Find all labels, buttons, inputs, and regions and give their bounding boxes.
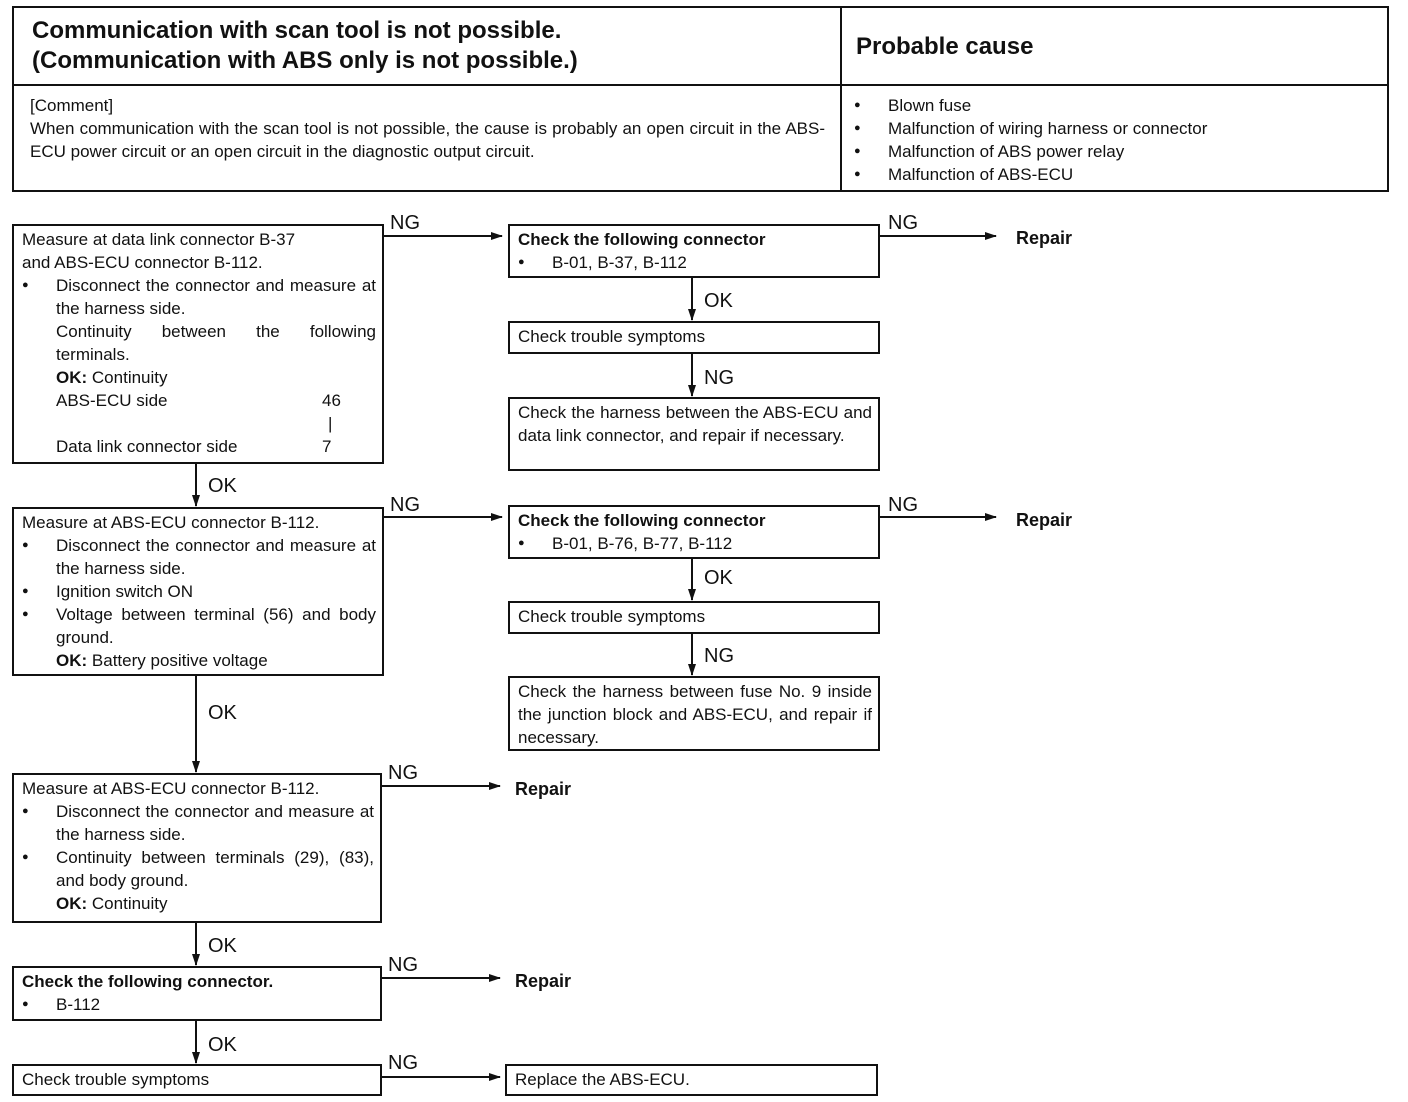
- step1-symptoms-box: [508, 321, 880, 354]
- step2-bullet: ● Voltage between terminal (56) and body ground.: [22, 603, 376, 649]
- step1-harness-box: [508, 397, 880, 471]
- replace-ecu-box: [505, 1064, 878, 1096]
- step2-symptoms-box: [508, 601, 880, 634]
- check-symptoms-text: Check trouble symptoms: [518, 607, 706, 626]
- step2-bullets: [22, 534, 376, 649]
- repair-label: Repair: [1016, 510, 1073, 530]
- step1-bullet: ● Disconnect the connector and measure at the harness side.: [22, 274, 376, 320]
- step1-bullets: [22, 274, 376, 320]
- step2-box: [12, 507, 384, 676]
- header-column-divider: [840, 8, 842, 190]
- connector-list: ● B-112: [22, 993, 374, 1016]
- repair-label: Repair: [515, 971, 572, 991]
- connector-check-title: Check the following connector: [518, 511, 766, 530]
- step3-ok: [22, 892, 374, 915]
- connector-check-title: Check the following connector.: [22, 972, 274, 991]
- cause-item: ● Malfunction of ABS power relay: [854, 140, 1374, 163]
- header-row-divider: [14, 84, 1387, 86]
- conn1-ok-label: OK: [704, 290, 733, 312]
- step5-box: [12, 1064, 382, 1096]
- terminal-separator: |: [328, 414, 333, 433]
- conn2-ng-label: NG: [888, 494, 918, 516]
- step3-ok-label: OK: [208, 935, 237, 957]
- ok-value: Continuity: [91, 368, 168, 387]
- sym1-ng-label: NG: [704, 367, 734, 389]
- step1-ok-label: OK: [208, 475, 237, 497]
- cause-item: ● Blown fuse: [854, 94, 1374, 117]
- comment-text: When communication with the scan tool is not possible, the cause is probably an open circuit in the ABS-ECU power circuit or an open circuit in the diagnostic output circuit.: [30, 119, 825, 161]
- step1-ng-connector-box: [508, 224, 880, 278]
- step4-ok-label: OK: [208, 1034, 237, 1056]
- step3-ng-label: NG: [388, 762, 418, 784]
- step1-continuity-line2: terminals.: [56, 345, 130, 364]
- conn2-ok-label: OK: [704, 567, 733, 589]
- ok-key: OK:: [56, 894, 88, 913]
- ok-value: Battery positive voltage: [91, 651, 268, 670]
- step2-bullet: ● Disconnect the connector and measure at the harness side.: [22, 534, 376, 580]
- harness-check-text: Check the harness between the ABS-ECU and data link connector, and repair if necessary.: [518, 403, 872, 445]
- step3-line1: Measure at ABS-ECU connector B-112.: [22, 779, 320, 798]
- step3-box: [12, 773, 382, 923]
- check-symptoms-text: Check trouble symptoms: [22, 1070, 210, 1089]
- connector-check-title: Check the following connector: [518, 230, 766, 249]
- step4-box: [12, 966, 382, 1021]
- step1-ng-label: NG: [390, 212, 420, 234]
- comment-block: [30, 94, 825, 163]
- step1-line1: Measure at data link connector B-37: [22, 230, 296, 249]
- step1-ok: [56, 366, 376, 389]
- connector-list: ● B-01, B-76, B-77, B-112: [518, 532, 872, 555]
- cause-item: ● Malfunction of wiring harness or connector: [854, 117, 1374, 140]
- connector-list: ● B-01, B-37, B-112: [518, 251, 872, 274]
- comment-label: [Comment]: [30, 96, 114, 115]
- ok-value: Continuity: [91, 894, 168, 913]
- step1-line2: and ABS-ECU connector B-112.: [22, 253, 263, 272]
- step2-ok: [22, 649, 376, 672]
- step1-side2-terminal: 7: [322, 437, 332, 456]
- harness-check-text: Check the harness between fuse No. 9 inside the junction block and ABS-ECU, and repair if necessary.: [518, 682, 872, 747]
- step1-side1: ABS-ECU side: [56, 391, 168, 410]
- symptom-title-line2: (Communication with ABS only is not possible.): [32, 47, 578, 74]
- probable-cause-list: [854, 94, 1374, 186]
- step1-side2: Data link connector side: [56, 437, 238, 456]
- header-table: [12, 6, 1389, 192]
- step2-harness-box: [508, 676, 880, 751]
- step2-ng-connector-box: [508, 505, 880, 559]
- cause-item: ● Malfunction of ABS-ECU: [854, 163, 1374, 186]
- ok-key: OK:: [56, 368, 88, 387]
- sym2-ng-label: NG: [704, 645, 734, 667]
- step2-ng-label: NG: [390, 494, 420, 516]
- check-symptoms-text: Check trouble symptoms: [518, 327, 706, 346]
- step1-side1-terminal: 46: [322, 391, 341, 410]
- step1-box: [12, 224, 384, 464]
- step2-line1: Measure at ABS-ECU connector B-112.: [22, 513, 320, 532]
- repair-label: Repair: [1016, 228, 1073, 248]
- repair-label: Repair: [515, 779, 572, 799]
- replace-ecu-text: Replace the ABS-ECU.: [515, 1070, 690, 1089]
- conn1-ng-label: NG: [888, 212, 918, 234]
- step3-bullet: ● Disconnect the connector and measure at the harness side.: [22, 800, 374, 846]
- step1-continuity-line1: Continuity between the following: [56, 322, 376, 341]
- symptom-title: [32, 16, 578, 76]
- step3-bullet: ● Continuity between terminals (29), (83), and body ground.: [22, 846, 374, 892]
- step2-ok-label: OK: [208, 702, 237, 724]
- step5-ng-label: NG: [388, 1052, 418, 1074]
- probable-cause-title: Probable cause: [856, 33, 1034, 60]
- step2-bullet: ● Ignition switch ON: [22, 580, 376, 603]
- symptom-title-line1: Communication with scan tool is not possible.: [32, 17, 562, 44]
- step4-ng-label: NG: [388, 954, 418, 976]
- ok-key: OK:: [56, 651, 88, 670]
- step3-bullets: [22, 800, 374, 892]
